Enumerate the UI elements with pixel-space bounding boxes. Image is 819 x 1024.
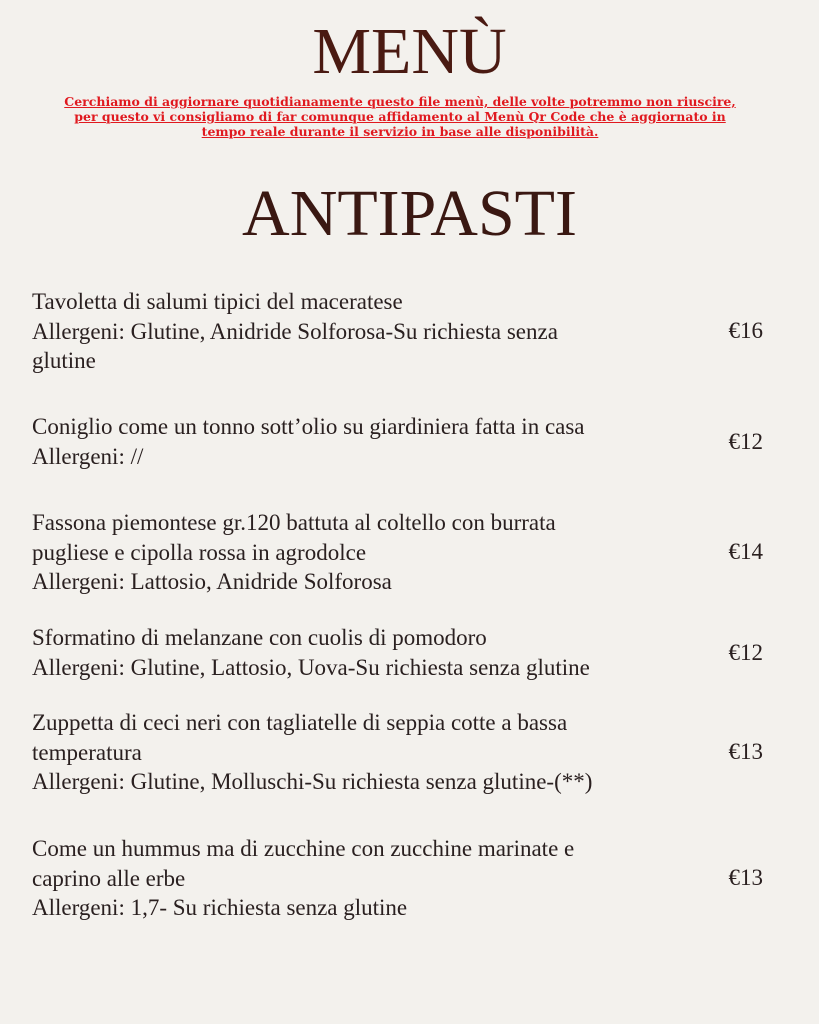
item-line: Allergeni: 1,7- Su richiesta senza glutine — [32, 895, 408, 920]
menu-item — [32, 287, 787, 376]
item-description — [32, 834, 704, 923]
update-notice: Cerchiamo di aggiornare quotidianamente questo file menù, delle volte potremmo non riuscire, per questo vi consigliamo di far comunque affidamento al Menù Qr Code che è aggiornato in tempo reale durante il servizio in base alle disponibilità. — [64, 94, 736, 139]
item-line: Allergeni: // — [32, 443, 144, 469]
menu-item — [32, 708, 787, 797]
item-line: Sformatino di melanzane con cuolis di pomodoro — [32, 625, 487, 650]
item-line: Allergeni: Glutine, Molluschi-Su richiesta senza glutine-(**) — [32, 769, 593, 794]
menu-title: MENÙ — [312, 15, 507, 88]
menu-item — [32, 623, 787, 682]
item-description — [32, 412, 704, 471]
item-line: Allergeni: Lattosio, Anidride Solforosa — [32, 569, 392, 594]
item-price: €13 — [728, 739, 763, 765]
item-line: pugliese e cipolla rossa in agrodolce — [32, 539, 367, 565]
item-line: Zuppetta di ceci neri con tagliatelle di seppia cotte a bassa — [32, 710, 568, 735]
item-description — [32, 287, 704, 376]
item-line: Allergeni: Glutine, Lattosio, Uova-Su richiesta senza glutine — [32, 654, 590, 680]
item-line: Tavoletta di salumi tipici del maceratese — [32, 289, 403, 314]
item-description — [32, 623, 704, 682]
item-price: €16 — [728, 318, 763, 344]
item-line: Come un hummus ma di zucchine con zucchine marinate e — [32, 836, 575, 861]
item-price: €13 — [728, 865, 763, 891]
menu-item — [32, 508, 787, 597]
menu-item — [32, 412, 787, 471]
item-line: Coniglio come un tonno sott’olio su giardiniera fatta in casa — [32, 414, 585, 439]
item-line: glutine — [32, 348, 96, 373]
item-price: €12 — [728, 639, 763, 665]
item-line: temperatura — [32, 739, 142, 765]
menu-item — [32, 834, 787, 923]
item-description — [32, 708, 704, 797]
item-line: Allergeni: Glutine, Anidride Solforosa-Su richiesta senza — [32, 318, 558, 344]
section-title-antipasti: ANTIPASTI — [242, 177, 577, 250]
item-line: Fassona piemontese gr.120 battuta al coltello con burrata — [32, 510, 556, 535]
item-price: €12 — [728, 428, 763, 454]
item-description — [32, 508, 704, 597]
item-line: caprino alle erbe — [32, 865, 186, 891]
item-price: €14 — [728, 539, 763, 565]
